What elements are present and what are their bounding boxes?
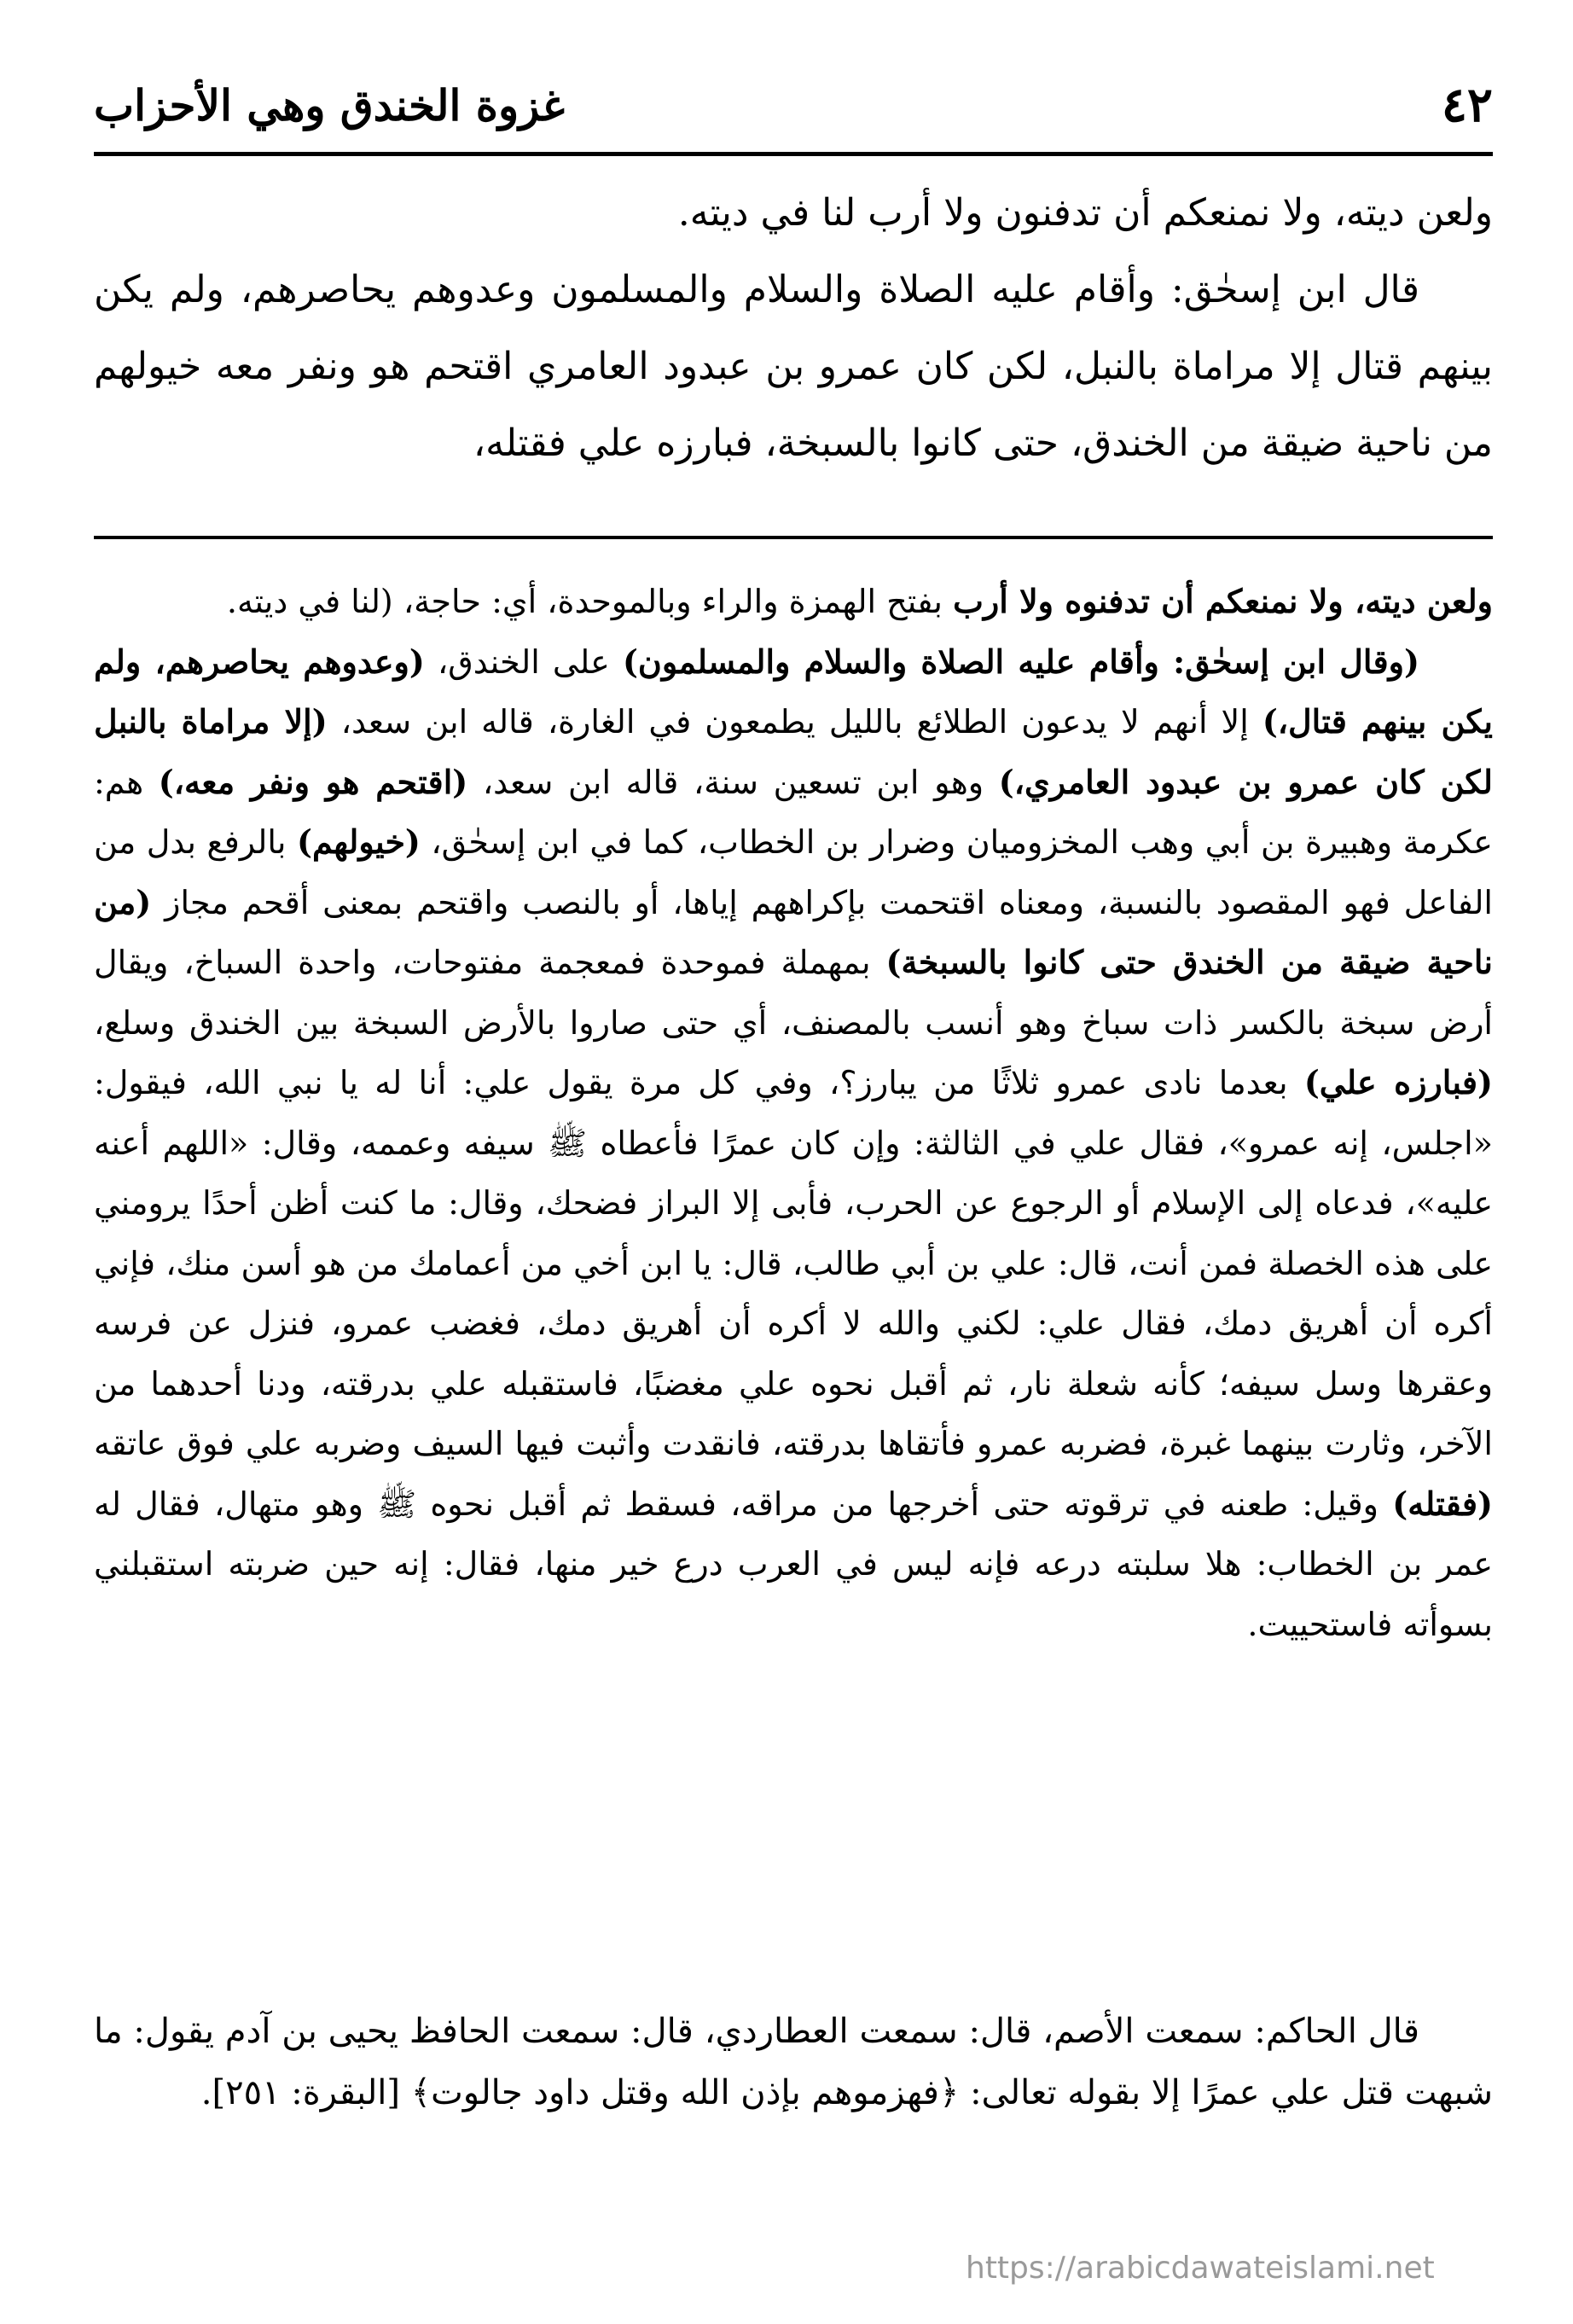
main-text [94, 175, 1493, 482]
commentary-text: وهو ابن تسعين سنة، قاله ابن سعد، [482, 763, 984, 801]
hakim-paragraph [94, 2001, 1493, 2124]
commentary-text: بالرفع بدل من الفاعل فهو المقصود بالنسبة، ومعناه اقتحمت بإكراههم إياها، أو بالنصب واقتحم بمعنى أقحم مجاز [94, 823, 1493, 921]
commentary-paragraph-1 [94, 572, 1493, 632]
page-number: ٤٢ [1441, 77, 1493, 133]
quoted-text: ولعن ديته، ولا نمنعكم أن تدفنوه ولا أرب [953, 582, 1493, 620]
commentary-text: بعدما نادى عمرو ثلاثًا من يبارز؟، وفي كل مرة يقول علي: أنا له يا نبي الله، فيقول: «اجلس، إنه عمرو»، فقال علي في الثالثة: وإن كان عمرًا فأعطاه ﷺ سيفه وعممه، وقال: «اللهم أعنه عليه»، فدعاه إلى الإسلام أو الرجوع عن الحرب، فأبى إلا البراز فضحك، وقال: ما كنت أظن أحدًا يرومني على هذه الخصلة فمن أنت، قال: علي بن أبي طالب، قال: يا ابن أخي من أعمامك من هو أسن منك، فإني أكره أن أهريق دمك، فقال علي: لكني والله لا أكره أن أهريق دمك، فغضب عمرو، فنزل عن فرسه وعقرها وسل سيفه؛ كأنه شعلة نار، ثم أقبل نحوه علي مغضبًا، فاستقبله علي بدرقته، ودنا أحدهما من الآخر، وثارت بينهما غبرة، فضربه عمرو فأتقاها بدرقته، فانقدت وأثبت فيها السيف وضربه علي فوق عاتقه [94, 1064, 1493, 1462]
quoted-text: (فبارزه علي) [1303, 1063, 1493, 1101]
commentary-paragraph-2 [94, 632, 1493, 1655]
commentary-text: إلا أنهم لا يدعون الطلائع بالليل يطمعون في الغارة، قاله ابن سعد، [340, 703, 1249, 741]
quoted-text: (إلا مراماة بالنبل لكن كان عمرو بن عبدود العامري،) [94, 702, 1493, 801]
quoted-text: (وقال ابن إسحٰق: وأقام عليه الصلاة والسلام والمسلمون) [622, 642, 1419, 681]
quoted-text: (وعدوهم يحاصرهم، ولم يكن بينهم قتال،) [94, 642, 1493, 741]
header-rule [94, 152, 1493, 156]
footnote-separator [94, 536, 1493, 539]
commentary-text: وقيل: طعنه في ترقوته حتى أخرجها من مراقه، فسقط ثم أقبل نحوه ﷺ وهو متهال، فقال له عمر بن الخطاب: هلا سلبته درعه فإنه ليس في العرب درع خير منها، فقال: إنه حين ضربته استقبلني بسوأته فاستحييت. [94, 1484, 1493, 1643]
watermark-url: https://arabicdawateislami.net [966, 2251, 1435, 2286]
main-paragraph-2: قال ابن إسحٰق: وأقام عليه الصلاة والسلام والمسلمون وعدوهم يحاصرهم، ولم يكن بينهم قتال إلا مراماة بالنبل، لكن كان عمرو بن عبدود العامري اقتحم هو ونفر معه خيولهم من ناحية ضيقة من الخندق، حتى كانوا بالسبخة، فبارزه علي فقتله، [94, 268, 1494, 465]
running-title: غزوة الخندق وهي الأحزاب [94, 80, 565, 131]
commentary-text: على الخندق، [437, 642, 610, 681]
commentary-text: هم: عكرمة وهبيرة بن أبي وهب المخزوميان وضرار بن الخطاب، كما في ابن إسحٰق، [94, 763, 1493, 861]
quoted-text: (من ناحية ضيقة من الخندق حتى كانوا بالسبخة) [94, 882, 1493, 981]
main-paragraph-1: ولعن ديته، ولا نمنعكم أن تدفنون ولا أرب لنا في ديته. [677, 191, 1493, 235]
quoted-text: (اقتحم هو ونفر معه،) [158, 762, 468, 801]
commentary-text: بفتح الهمزة والراء وبالموحدة، أي: حاجة، (لنا في ديته. [226, 583, 943, 620]
hakim-text: قال الحاكم: سمعت الأصم، قال: سمعت العطاردي، قال: سمعت الحافظ يحيى بن آدم يقول: ما شبهت قتل علي عمرًا إلا بقوله تعالى: ﴿فهزموهم بإذن الله وقتل داود جالوت﴾ [البقرة: ٢٥١]. [94, 2012, 1493, 2112]
quoted-text: (خيولهم) [296, 822, 421, 861]
commentary-text: بمهملة فموحدة فمعجمة مفتوحات، واحدة السباخ، ويقال أرض سبخة بالكسر ذات سباخ وهو أنسب بالمصنف، أي حتى صاروا بالأرض السبخة بين الخندق وسلع، [94, 944, 1493, 1042]
page-header [94, 77, 1493, 145]
quoted-text: (فقتله) [1392, 1484, 1493, 1523]
commentary [94, 572, 1493, 1654]
book-page [94, 0, 1493, 2324]
